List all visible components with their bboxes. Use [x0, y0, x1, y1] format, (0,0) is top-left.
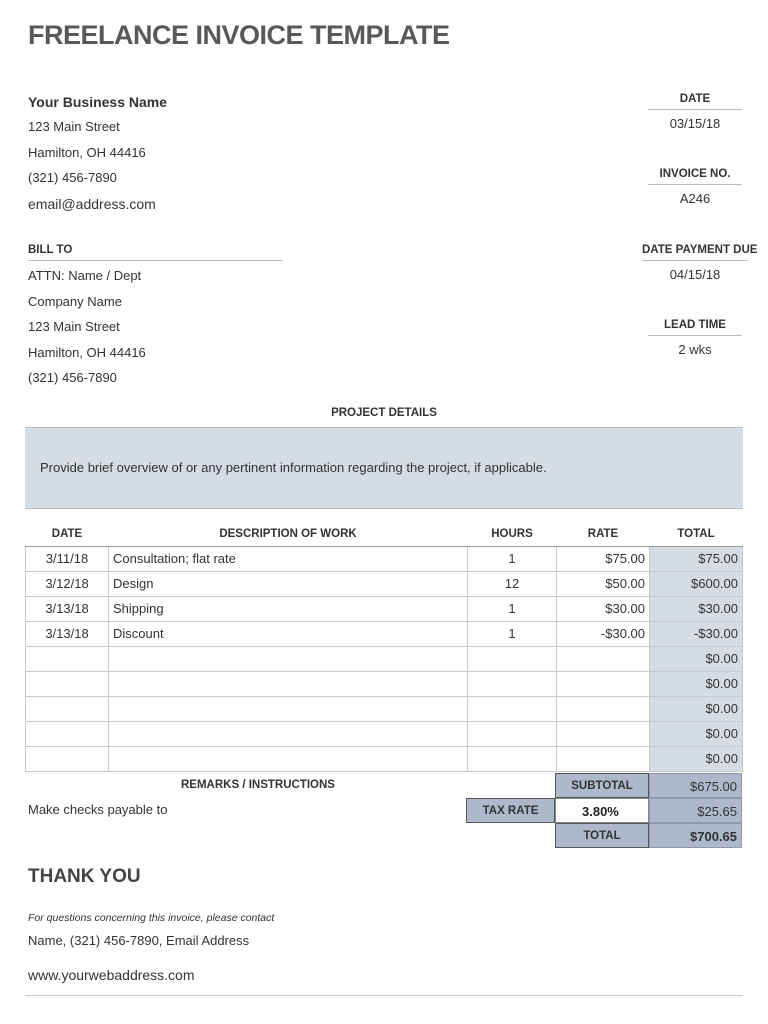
project-details-text: Provide brief overview of or any pertinent information regarding the project, if applicable. [40, 460, 547, 475]
tax-rate-input[interactable]: 3.80% [555, 798, 649, 823]
payment-due-label: DATE PAYMENT DUE [642, 244, 748, 261]
row-description[interactable] [109, 646, 468, 671]
row-rate[interactable] [557, 696, 650, 721]
row-hours[interactable]: 1 [468, 546, 557, 571]
row-date[interactable] [26, 721, 109, 746]
row-date[interactable]: 3/13/18 [26, 621, 109, 646]
header-hours: HOURS [468, 522, 557, 546]
date-label: DATE [648, 93, 742, 110]
row-rate[interactable] [557, 671, 650, 696]
row-hours[interactable]: 12 [468, 571, 557, 596]
lead-time-label: LEAD TIME [648, 319, 742, 336]
business-phone: (321) 456-7890 [28, 170, 117, 185]
payment-due-field [642, 244, 758, 282]
contact-details: Name, (321) 456-7890, Email Address [28, 933, 250, 948]
table-row [26, 546, 743, 571]
lead-time-field [648, 319, 742, 357]
row-description[interactable] [109, 696, 468, 721]
row-date[interactable] [26, 671, 109, 696]
table-row [26, 696, 743, 721]
row-total: -$30.00 [650, 621, 743, 646]
row-rate[interactable] [557, 721, 650, 746]
business-street: 123 Main Street [28, 119, 120, 134]
lead-time-value: 2 wks [678, 342, 712, 357]
bill-to-phone: (321) 456-7890 [28, 370, 117, 385]
row-total: $0.00 [650, 696, 743, 721]
table-header-row [26, 522, 743, 546]
row-total: $0.00 [650, 746, 743, 771]
date-value: 03/15/18 [669, 116, 721, 131]
header-rate: RATE [557, 522, 650, 546]
subtotal-label: SUBTOTAL [555, 773, 649, 798]
row-description[interactable]: Consultation; flat rate [109, 546, 468, 571]
header-description: DESCRIPTION OF WORK [109, 522, 468, 546]
table-row [26, 646, 743, 671]
grand-total-value: $700.65 [649, 823, 742, 848]
row-date[interactable]: 3/11/18 [26, 546, 109, 571]
project-details-label: PROJECT DETAILS [331, 407, 437, 419]
remarks-text[interactable]: Make checks payable to [28, 802, 168, 817]
row-rate[interactable]: $75.00 [557, 546, 650, 571]
table-row [26, 671, 743, 696]
bill-to-street: 123 Main Street [28, 319, 120, 334]
line-items-table [25, 522, 743, 772]
row-total: $0.00 [650, 721, 743, 746]
row-description[interactable] [109, 721, 468, 746]
business-email: email@address.com [28, 195, 156, 212]
table-row [26, 746, 743, 771]
invoice-number-label: INVOICE NO. [648, 168, 742, 185]
row-description[interactable]: Discount [109, 621, 468, 646]
bill-to-attn: ATTN: Name / Dept [28, 268, 142, 283]
row-total: $600.00 [650, 571, 743, 596]
bill-to [28, 244, 283, 395]
website-link[interactable]: www.yourwebaddress.com [28, 967, 195, 983]
bill-to-city: Hamilton, OH 44416 [28, 344, 146, 360]
header-total: TOTAL [650, 522, 743, 546]
table-row [26, 621, 743, 646]
business-name: Your Business Name [28, 94, 168, 110]
row-description[interactable]: Design [109, 571, 468, 596]
row-rate[interactable]: $50.00 [557, 571, 650, 596]
row-hours[interactable] [468, 696, 557, 721]
row-date[interactable]: 3/12/18 [26, 571, 109, 596]
invoice-number-value: A246 [679, 191, 711, 206]
project-details-box[interactable] [25, 427, 743, 509]
date-field [648, 93, 742, 131]
header-date: DATE [26, 522, 109, 546]
bill-to-company: Company Name [28, 293, 122, 309]
tax-rate-label: TAX RATE [466, 798, 555, 823]
total-label: TOTAL [555, 823, 649, 848]
row-date[interactable]: 3/13/18 [26, 596, 109, 621]
row-hours[interactable]: 1 [468, 621, 557, 646]
row-date[interactable] [26, 696, 109, 721]
row-description[interactable]: Shipping [109, 596, 468, 621]
table-row [26, 721, 743, 746]
payment-due-value: 04/15/18 [669, 267, 721, 282]
row-hours[interactable] [468, 721, 557, 746]
row-rate[interactable]: $30.00 [557, 596, 650, 621]
row-total: $0.00 [650, 646, 743, 671]
business-info [28, 93, 288, 220]
table-row [26, 596, 743, 621]
subtotal-value: $675.00 [649, 773, 742, 798]
row-date[interactable] [26, 746, 109, 771]
row-total: $0.00 [650, 671, 743, 696]
invoice-title: FREELANCE INVOICE TEMPLATE [28, 20, 450, 50]
bill-to-label: BILL TO [28, 244, 283, 261]
row-hours[interactable] [468, 646, 557, 671]
thank-you-heading: THANK YOU [28, 866, 141, 887]
row-hours[interactable]: 1 [468, 596, 557, 621]
bottom-divider [25, 995, 743, 996]
business-city: Hamilton, OH 44416 [28, 144, 146, 160]
row-date[interactable] [26, 646, 109, 671]
contact-note: For questions concerning this invoice, please contact [28, 912, 275, 924]
row-rate[interactable] [557, 746, 650, 771]
tax-value: $25.65 [649, 798, 742, 823]
row-description[interactable] [109, 671, 468, 696]
row-hours[interactable] [468, 746, 557, 771]
row-description[interactable] [109, 746, 468, 771]
row-total: $30.00 [650, 596, 743, 621]
row-hours[interactable] [468, 671, 557, 696]
invoice-number-field [648, 168, 742, 206]
row-total: $75.00 [650, 546, 743, 571]
remarks-label: REMARKS / INSTRUCTIONS [181, 779, 335, 791]
table-row [26, 571, 743, 596]
row-rate[interactable] [557, 646, 650, 671]
row-rate[interactable]: -$30.00 [557, 621, 650, 646]
